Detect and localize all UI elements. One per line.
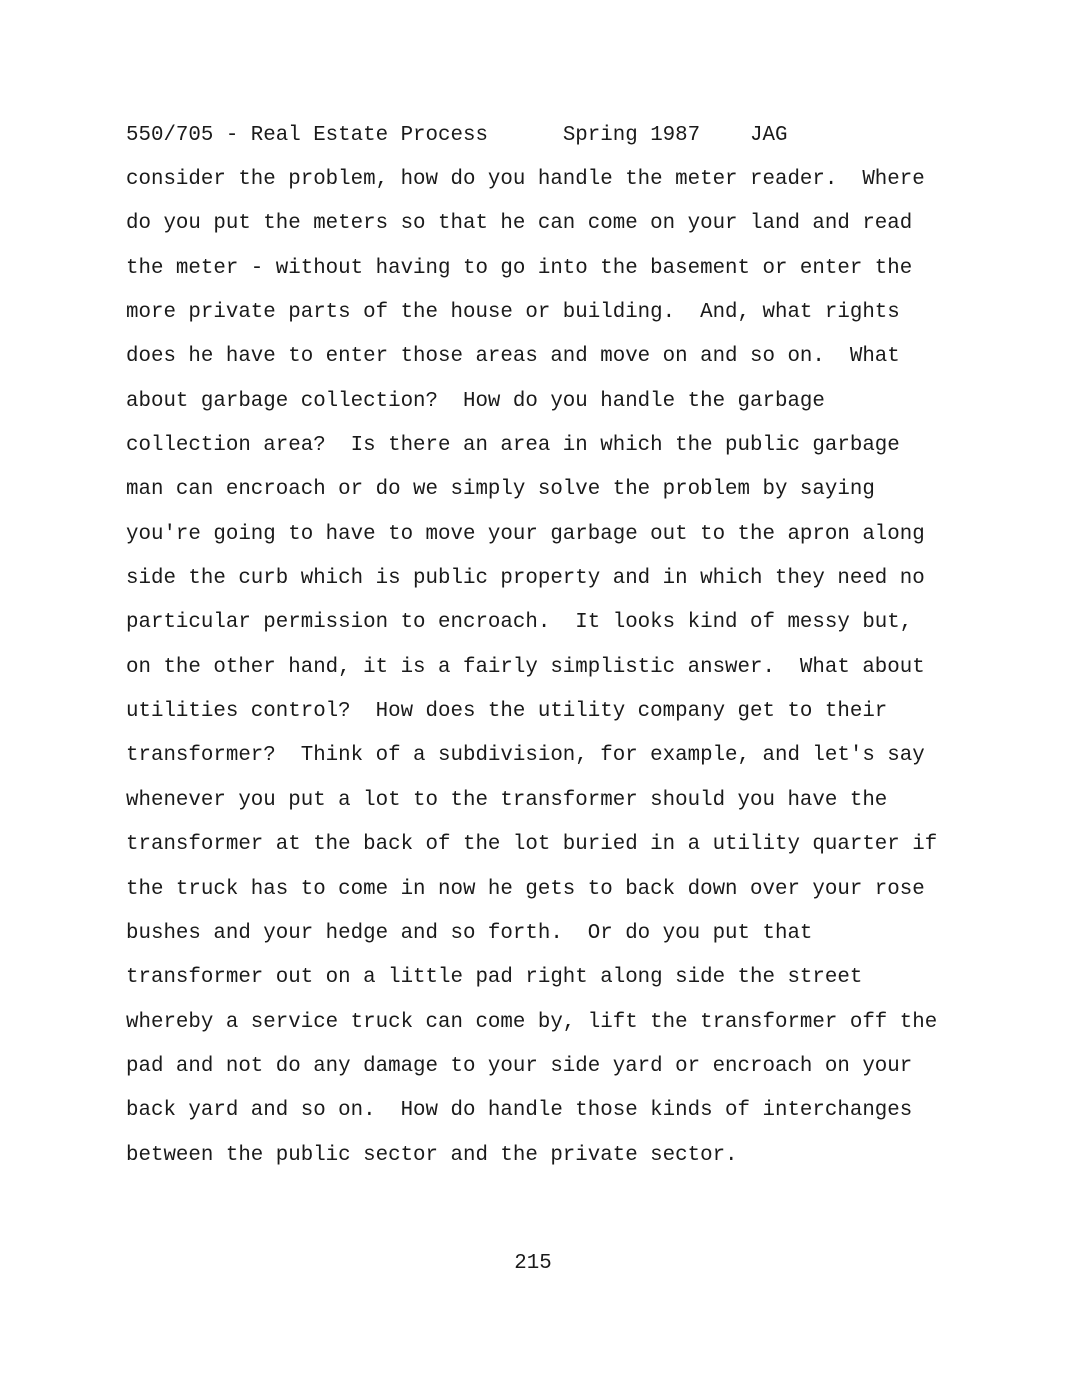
text-line: about garbage collection? How do you handle the garbage: [126, 389, 825, 413]
text-line: more private parts of the house or building. And, what rights: [126, 301, 900, 325]
body-text: [126, 168, 937, 1188]
text-line: whereby a service truck can come by, lift the transformer off the: [126, 1010, 938, 1034]
text-line: transformer out on a little pad right along side the street: [126, 966, 863, 990]
text-line: the truck has to come in now he gets to back down over your rose: [126, 877, 925, 901]
text-line: back yard and so on. How do handle those kinds of interchanges: [126, 1099, 913, 1123]
text-line: the meter - without having to go into the basement or enter the: [126, 256, 913, 280]
text-line: side the curb which is public property and in which they need no: [126, 567, 925, 591]
header-course: 550/705 - Real Estate Process: [126, 124, 488, 147]
header-initials: JAG: [750, 124, 788, 147]
text-line: whenever you put a lot to the transformer should you have the: [126, 788, 888, 812]
text-line: bushes and your hedge and so forth. Or do you put that: [126, 921, 813, 945]
text-line: does he have to enter those areas and move on and so on. What: [126, 345, 900, 369]
text-line: on the other hand, it is a fairly simplistic answer. What about: [126, 655, 925, 679]
page-number: 215: [514, 1252, 552, 1275]
text-line: you're going to have to move your garbage out to the apron along: [126, 522, 925, 546]
text-line: transformer at the back of the lot buried in a utility quarter if: [126, 833, 938, 857]
text-line: man can encroach or do we simply solve the problem by saying: [126, 478, 875, 502]
text-line: do you put the meters so that he can come on your land and read: [126, 212, 913, 236]
text-line: consider the problem, how do you handle the meter reader. Where: [126, 168, 925, 191]
text-line: between the public sector and the private sector.: [126, 1143, 738, 1167]
text-line: transformer? Think of a subdivision, for example, and let's say: [126, 744, 925, 768]
header-term: Spring 1987: [562, 124, 701, 147]
page-header: [126, 124, 788, 148]
text-line: pad and not do any damage to your side yard or encroach on your: [126, 1054, 913, 1078]
text-line: collection area? Is there an area in which the public garbage: [126, 434, 900, 458]
text-line: particular permission to encroach. It looks kind of messy but,: [126, 611, 913, 635]
text-line: utilities control? How does the utility company get to their: [126, 700, 888, 724]
